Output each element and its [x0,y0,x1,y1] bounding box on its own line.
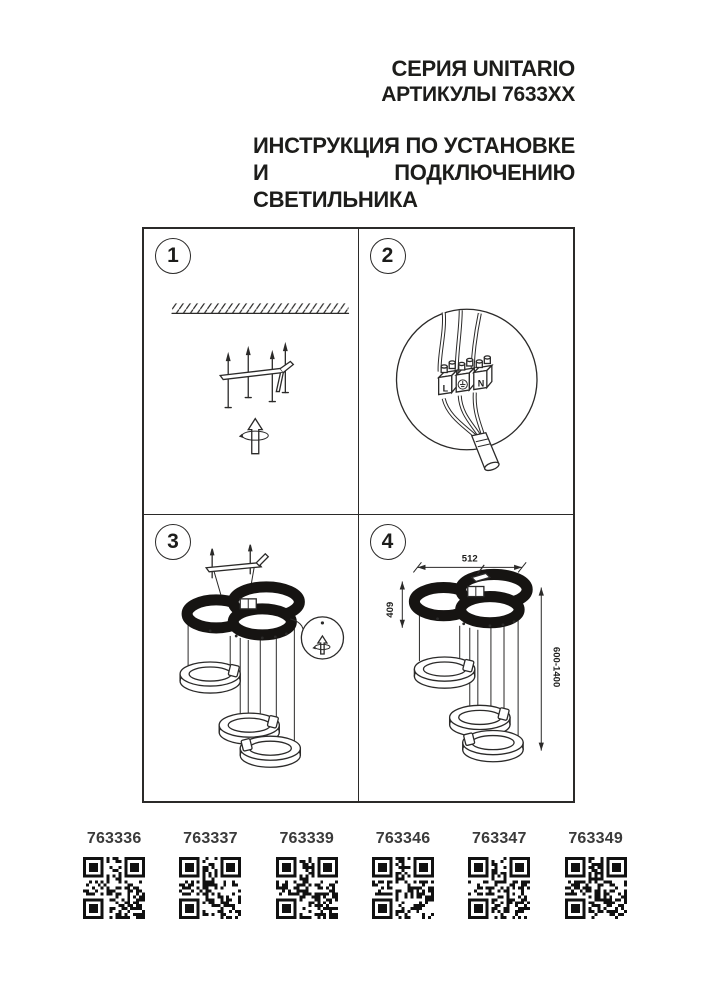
qr-code [372,857,434,919]
step-number: 3 [167,530,179,553]
article-qr-row [66,830,644,924]
step-number-badge [155,238,191,274]
series-header [381,56,575,107]
terminal-label-L: L [442,383,448,394]
title-line-1: ИНСТРУКЦИЯ ПО УСТАНОВКЕ [253,133,575,158]
step-number-badge [370,524,406,560]
article-number: 763336 [86,830,142,847]
article-number: 763347 [472,830,527,847]
dimension-width [413,553,526,572]
article-item [451,830,547,924]
article-item [259,830,355,924]
panel-step-1 [144,229,359,515]
terminal-label-N: N [477,378,484,389]
article-item [547,830,643,924]
panel-step-2 [359,229,574,515]
svg-text:600-1400: 600-1400 [549,646,561,688]
panel-step-4 [359,515,574,801]
step-number: 2 [381,244,394,267]
article-number: 763339 [279,830,335,847]
step-number: 4 [381,530,394,553]
article-item [162,830,258,924]
qr-code [565,857,627,919]
step-number-badge [155,524,191,560]
qr-code [179,857,241,919]
page-title [253,132,575,213]
svg-text:512: 512 [461,553,478,565]
qr-code [468,857,530,919]
panel-step-3 [144,515,359,801]
dimension-canopy-height [385,581,405,627]
article-number: 763349 [568,830,623,847]
step-number: 1 [167,244,179,267]
dimension-suspension-length [538,588,561,751]
qr-code [83,857,145,919]
instruction-grid [142,227,575,803]
step-number-badge [370,238,406,274]
article-number: 763337 [183,830,238,847]
article-item [66,830,162,924]
articles-subtitle: АРТИКУЛЫ 7633XX [381,83,575,106]
article-item [355,830,451,924]
title-line-2: И ПОДКЛЮЧЕНИЮ СВЕТИЛЬНИКА [253,160,575,212]
series-title: СЕРИЯ UNITARIO [391,56,575,81]
article-number: 763346 [375,830,431,847]
svg-text:409: 409 [384,601,396,618]
qr-code [276,857,338,919]
